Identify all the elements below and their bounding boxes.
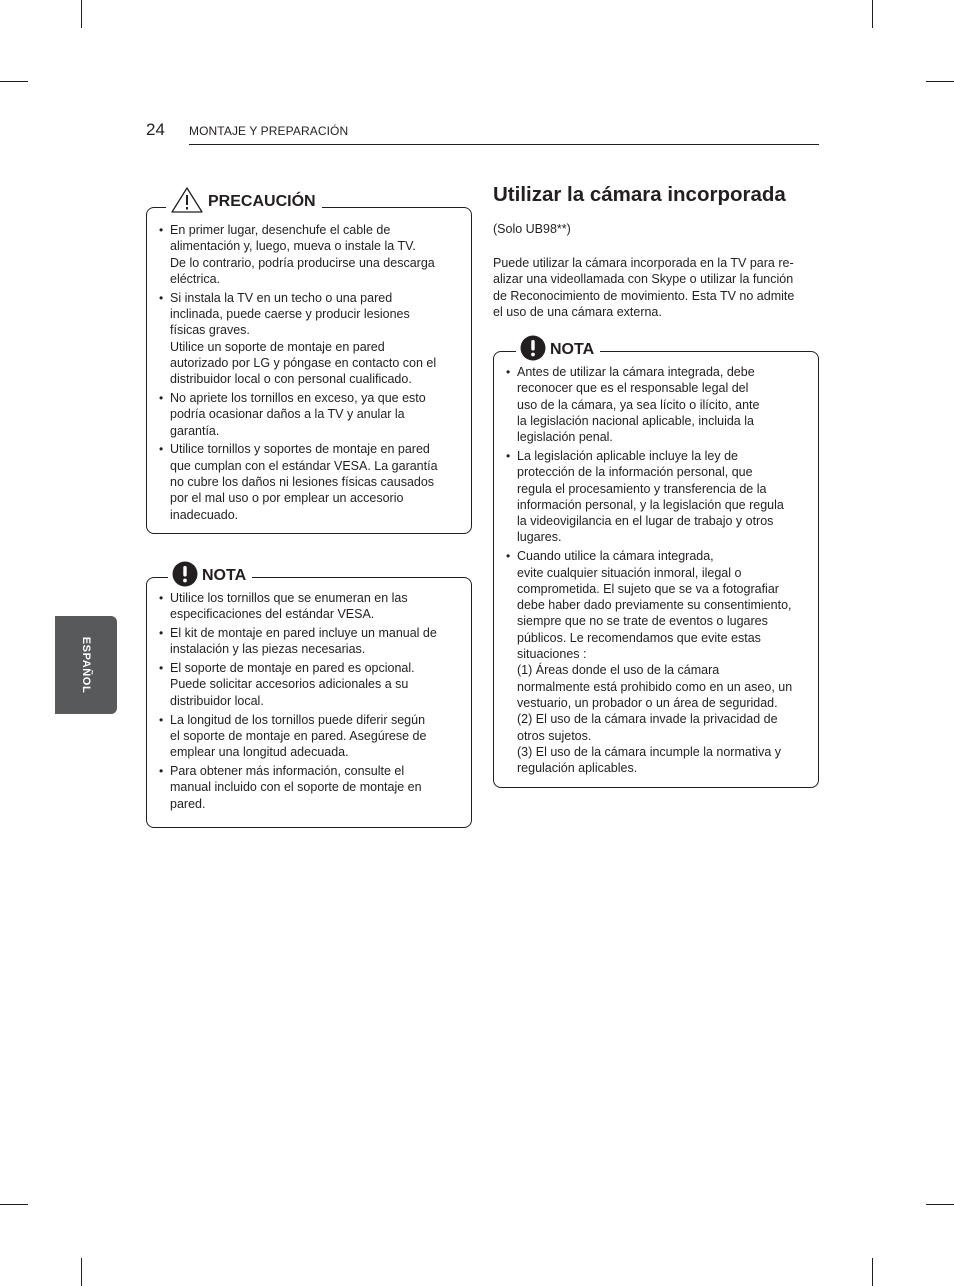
caution-list [146,222,468,525]
text-line: inclinada, puede caerse y producir lesiones [170,306,410,321]
crop-mark [0,81,28,82]
text-line: alizar una videollamada con Skype o utilizar la función [493,272,794,287]
list-item [146,222,468,287]
text-line: Puede solicitar accesorios adicionales a su [170,677,409,692]
list-item [493,364,815,445]
text-line: físicas graves. [170,323,250,338]
camera-section-title: Utilizar la cámara incorporada [493,183,786,206]
text-line: distribuidor local. [170,693,264,708]
text-line: • La longitud de los tornillos puede diferir según [170,712,426,727]
list-item [146,590,468,623]
text-line: protección de la información personal, que [517,465,753,480]
text-line: situaciones : [517,647,587,662]
text-line: debe haber dado previamente su consentimiento, [517,598,792,613]
text-line: siempre que no se trate de eventos o lugares [517,614,768,629]
list-item [146,290,468,388]
list-item [146,625,468,658]
text-line: reconocer que es el responsable legal del [517,381,749,396]
crop-mark [872,0,873,28]
list-item [493,448,815,546]
crop-mark [81,0,82,28]
text-line: regula el procesamiento y transferencia de la [517,481,767,496]
list-item [146,390,468,439]
text-line: la legislación nacional aplicable, incluida la [517,413,754,428]
text-line: que cumplan con el estándar VESA. La garantía [170,458,438,473]
caution-title: PRECAUCIÓN [208,193,316,210]
text-line: garantía. [170,423,220,438]
text-line: manual incluido con el soporte de montaje en [170,780,422,795]
text-line: alimentación y, luego, mueva o instale la TV. [170,239,416,254]
language-tab-label: ESPAÑOL [80,636,92,694]
text-line: • Utilice tornillos y soportes de montaje en pared [170,442,430,457]
text-line: información personal, y la legislación que regula [517,497,784,512]
text-line: uso de la cámara, ya sea lícito o ilícito, ante [517,397,760,412]
page-number: 24 [146,120,165,139]
text-line: autorizado por LG y póngase en contacto con el [170,355,437,370]
mounting-note-title: NOTA [202,567,247,584]
mounting-note-header [168,562,252,590]
caution-header [166,188,322,216]
camera-model-note: (Solo UB98**) [493,222,571,236]
camera-note-header [516,336,600,364]
text-line: por el mal uso o por emplear un accesorio [170,491,404,506]
text-line: pared. [170,796,206,811]
text-line: el uso de una cámara externa. [493,304,662,319]
text-line: (2) El uso de la cámara invade la privacidad de [517,712,778,727]
mounting-note-list [146,590,468,814]
text-line: legislación penal. [517,430,613,445]
text-line: Utilice un soporte de montaje en pared [170,339,385,354]
text-line: normalmente está prohibido como en un aseo, un [517,679,793,694]
text-line: no cubre los daños ni lesiones físicas causados [170,474,435,489]
crop-mark [81,1258,82,1286]
exclamation-circle-icon [172,561,198,592]
crop-mark [0,1204,28,1205]
text-line: Puede utilizar la cámara incorporada en la TV para re- [493,256,794,270]
text-line: inadecuado. [170,507,239,522]
list-item [146,712,468,761]
text-line: • Antes de utilizar la cámara integrada, debe [517,365,755,379]
text-line: instalación y las piezas necesarias. [170,642,366,657]
text-line: regulación aplicables. [517,761,638,776]
text-line: • Cuando utilice la cámara integrada, [517,549,714,564]
text-line: especificaciones del estándar VESA. [170,607,375,622]
text-line: comprometida. El sujeto que se va a fotografiar [517,581,779,596]
text-line: emplear una longitud adecuada. [170,745,349,760]
list-item [146,763,468,812]
text-line: el soporte de montaje en pared. Asegúrese de [170,728,427,743]
text-line: • En primer lugar, desenchufe el cable de [170,223,391,237]
text-line: De lo contrario, podría producirse una descarga [170,255,435,270]
camera-note-list [493,364,815,779]
text-line: vestuario, un probador o un área de seguridad. [517,695,778,710]
text-line: • El soporte de montaje en pared es opcional. [170,661,415,676]
text-line: • El kit de montaje en pared incluye un manual de [170,626,437,641]
text-line: podría ocasionar daños a la TV y anular la [170,407,405,422]
text-line: (3) El uso de la cámara incumple la normativa y [517,744,782,759]
text-line: • No apriete los tornillos en exceso, ya que esto [170,390,426,405]
text-line: públicos. Le recomendamos que evite estas [517,630,761,645]
camera-note-title: NOTA [550,341,595,358]
crop-mark [926,81,954,82]
crop-mark [872,1258,873,1286]
list-item [493,548,815,776]
section-title: MONTAJE Y PREPARACIÓN [189,124,349,138]
exclamation-circle-icon [520,335,546,366]
text-line: eléctrica. [170,271,221,286]
text-line: otros sujetos. [517,728,592,743]
warning-triangle-icon [170,186,204,219]
crop-mark [926,1204,954,1205]
language-tab [55,616,117,714]
list-item [146,441,468,522]
camera-intro-paragraph [493,255,794,320]
header-divider [189,144,819,145]
list-item [146,660,468,709]
text-line: evite cualquier situación inmoral, ilegal o [517,565,742,580]
text-line: • Si instala la TV en un techo o una pared [170,290,393,305]
text-line: • Para obtener más información, consulte el [170,763,405,778]
text-line: la videovigilancia en el lugar de trabajo y otros [517,514,774,529]
text-line: de Reconocimiento de movimiento. Esta TV no admite [493,288,795,303]
text-line: lugares. [517,530,562,545]
text-line: distribuidor local o con personal cualificado. [170,372,412,387]
text-line: • Utilice los tornillos que se enumeran en las [170,591,408,605]
text-line: • La legislación aplicable incluye la ley de [517,448,738,463]
text-line: (1) Áreas donde el uso de la cámara [517,663,720,678]
